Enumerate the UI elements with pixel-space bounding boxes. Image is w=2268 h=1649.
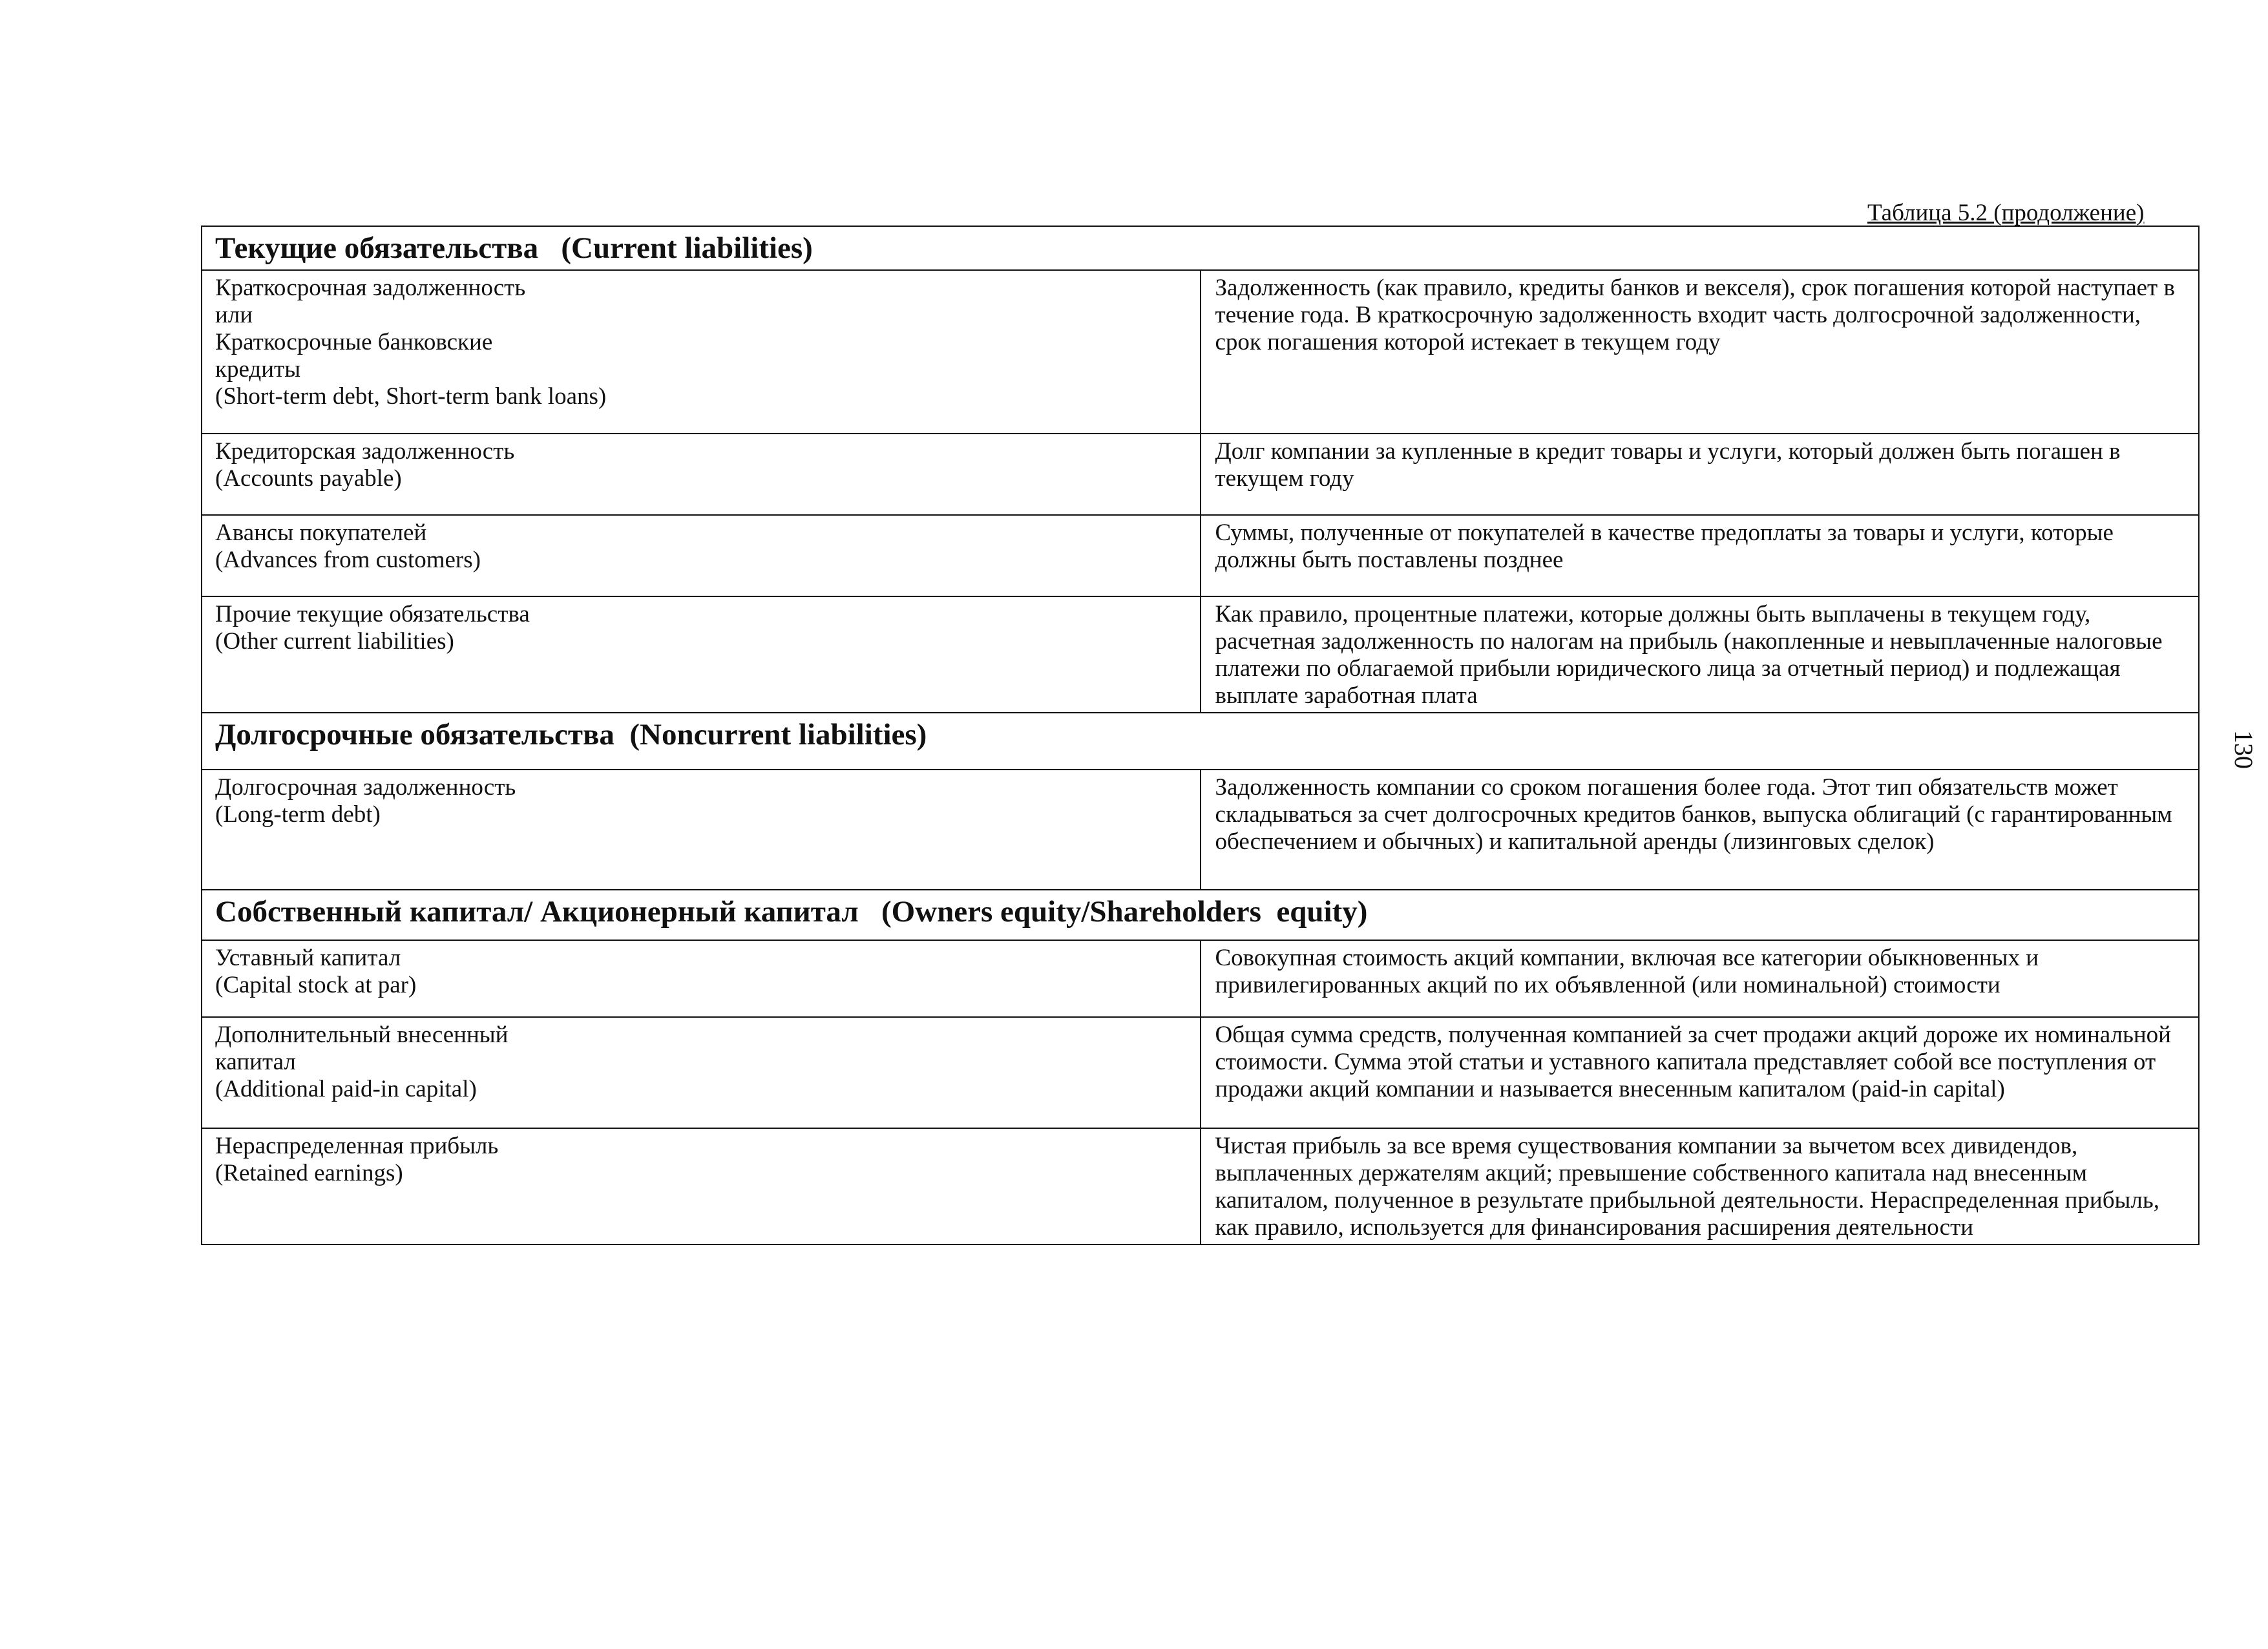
table-caption: Таблица 5.2 (продолжение) xyxy=(1867,200,2145,226)
term-label: Уставный капитал xyxy=(215,945,401,971)
term-label: Долгосрочная задолженность xyxy=(215,774,516,801)
definition-cell: Общая сумма средств, полученная компанией за счет продажи акций дороже их номинальной стоимости. Сумма этой статьи и уставного капитала представляет собой все поступления от продажи акций компании и называется внесенным капиталом (paid-in capital) xyxy=(1201,1017,2200,1128)
term-label: Краткосрочные банковские xyxy=(215,329,493,355)
term-english: (Short-term debt, Short-term bank loans) xyxy=(215,383,607,410)
term-english: (Other current liabilities) xyxy=(215,628,454,655)
term-english: (Long-term debt) xyxy=(215,801,381,828)
section-header-row xyxy=(202,890,2199,940)
section-header-row xyxy=(202,713,2199,770)
term-cell xyxy=(202,1017,1201,1128)
definition-cell: Задолженность (как правило, кредиты банков и векселя), срок погашения которой наступает в течение года. В краткосрочную задолженность входит часть долгосрочной задолженности, срок погашения которой истекает в текущем году xyxy=(1201,270,2200,434)
term-cell xyxy=(202,1128,1201,1245)
term-label: кредиты xyxy=(215,356,301,383)
term-english: (Accounts payable) xyxy=(215,465,402,492)
section-title-equity: Собственный капитал/ Акционерный капитал (Owners equity/Shareholders equity) xyxy=(202,890,2199,940)
page-number: 130 xyxy=(2229,730,2258,769)
table-row xyxy=(202,596,2199,713)
definition-cell: Совокупная стоимость акций компании, включая все категории обыкновенных и привилегированных акций по их объявленной (или номинальной) стоимости xyxy=(1201,940,2200,1017)
term-cell xyxy=(202,596,1201,713)
term-cell xyxy=(202,940,1201,1017)
table-row xyxy=(202,940,2199,1017)
term-cell xyxy=(202,270,1201,434)
definition-cell: Долг компании за купленные в кредит товары и услуги, который должен быть погашен в текущем году xyxy=(1201,434,2200,515)
table-row xyxy=(202,770,2199,890)
section-title-current: Текущие обязательства (Current liabilities) xyxy=(202,226,2199,270)
term-label: Нераспределенная прибыль xyxy=(215,1133,499,1159)
definition-cell: Чистая прибыль за все время существования компании за вычетом всех дивидендов, выплаченных держателям акций; превышение собственного капитала над внесенным капиталом, полученное в результате прибыльной деятельности. Нераспределенная прибыль, как правило, используется для финансирования расширения деятельности xyxy=(1201,1128,2200,1245)
term-cell xyxy=(202,434,1201,515)
term-label: Кредиторская задолженность xyxy=(215,438,515,465)
term-label: Краткосрочная задолженность xyxy=(215,275,526,301)
term-label: или xyxy=(215,302,253,328)
definition-cell: Задолженность компании со сроком погашения более года. Этот тип обязательств может складываться за счет долгосрочных кредитов банков, выпуска облигаций (с гарантированным обеспечением и обычных) и капитальной аренды (лизинговых сделок) xyxy=(1201,770,2200,890)
term-label: Авансы покупателей xyxy=(215,520,427,546)
term-cell xyxy=(202,770,1201,890)
table-row xyxy=(202,434,2199,515)
term-label: Прочие текущие обязательства xyxy=(215,601,530,627)
table-row xyxy=(202,1017,2199,1128)
term-english: (Additional paid-in capital) xyxy=(215,1076,477,1102)
section-title-noncurrent: Долгосрочные обязательства (Noncurrent liabilities) xyxy=(202,713,2199,770)
term-cell xyxy=(202,515,1201,596)
section-header-row xyxy=(202,226,2199,270)
term-english: (Advances from customers) xyxy=(215,547,481,573)
definition-cell: Суммы, полученные от покупателей в качестве предоплаты за товары и услуги, которые должны быть поставлены позднее xyxy=(1201,515,2200,596)
glossary-table xyxy=(201,226,2200,1245)
table-row xyxy=(202,515,2199,596)
definition-cell: Как правило, процентные платежи, которые должны быть выплачены в текущем году, расчетная задолженность по налогам на прибыль (накопленные и невыплаченные налоговые платежи по облагаемой прибыли юридического лица за отчетный период) и подлежащая выплате заработная плата xyxy=(1201,596,2200,713)
table-row xyxy=(202,270,2199,434)
term-label: Дополнительный внесенный xyxy=(215,1022,509,1048)
term-label: капитал xyxy=(215,1049,296,1075)
term-english: (Capital stock at par) xyxy=(215,972,417,998)
term-english: (Retained earnings) xyxy=(215,1160,403,1186)
table-row xyxy=(202,1128,2199,1245)
